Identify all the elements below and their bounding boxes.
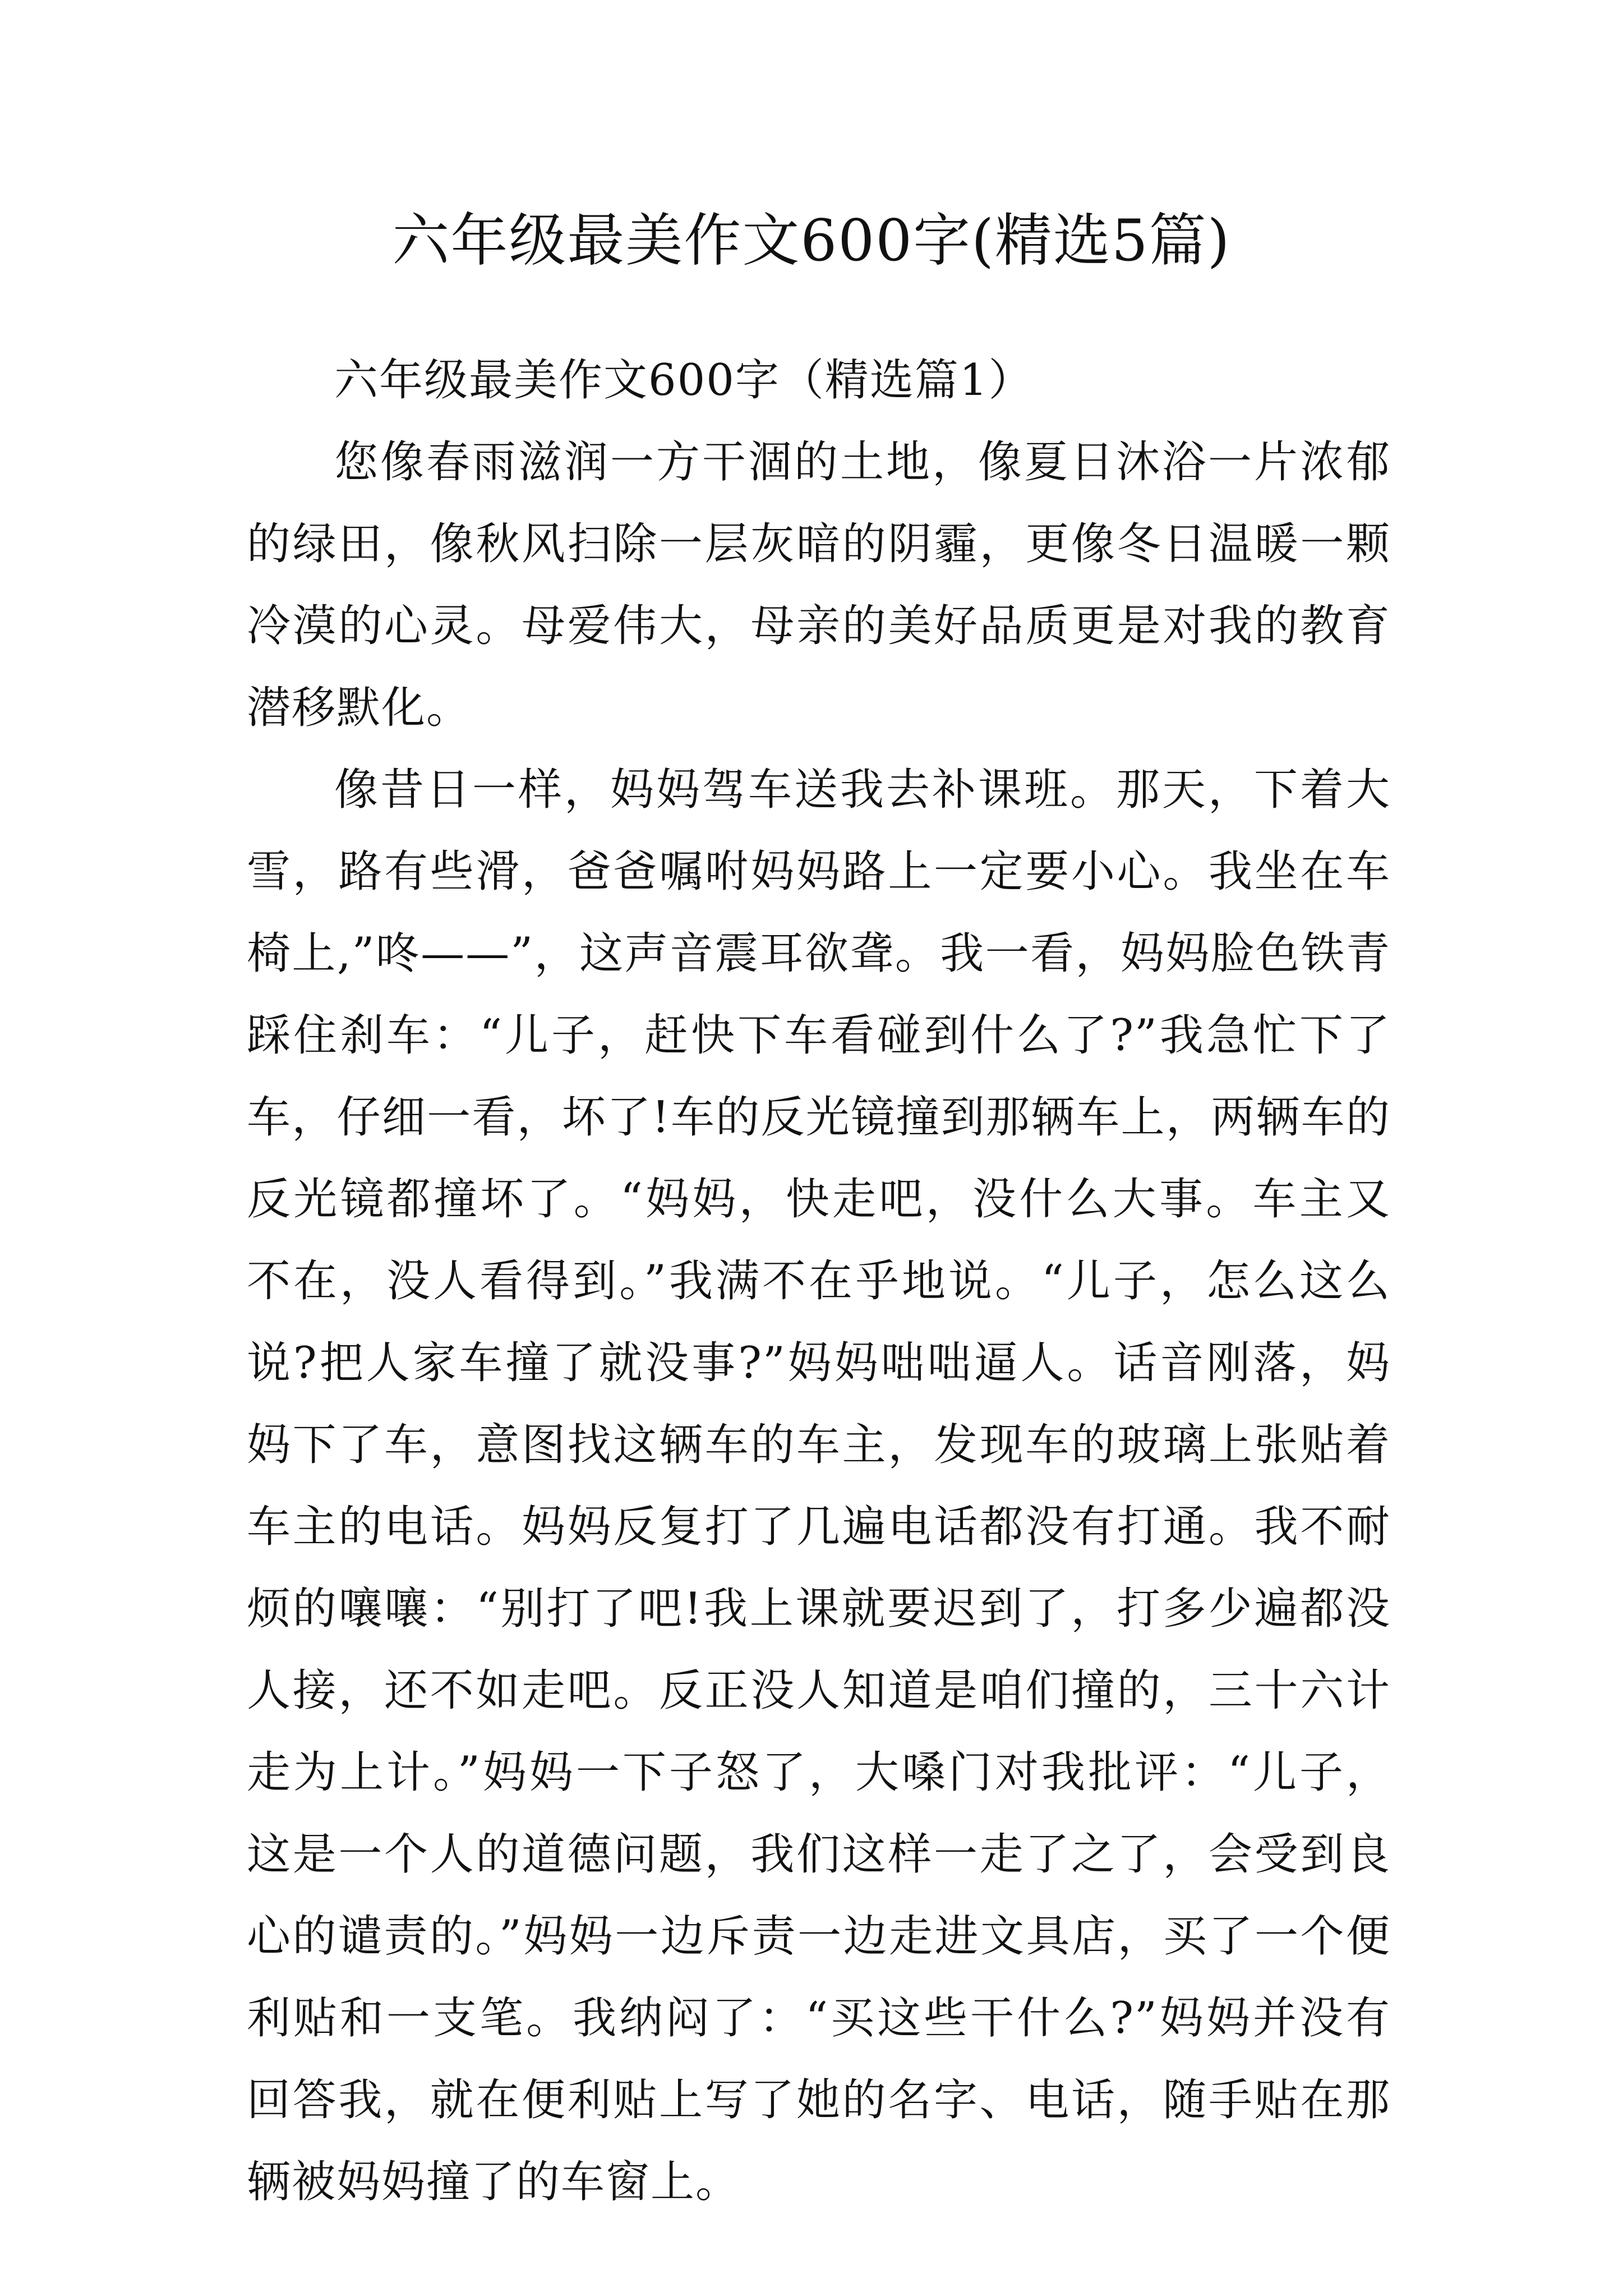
paragraph-1: 您像春雨滋润一方干涸的土地，像夏日沐浴一片浓郁的绿田，像秋风扫除一层灰暗的阴霾，更像冬日温暖一颗冷漠的心灵。母爱伟大，母亲的美好品质更是对我的教育潜移默化。: [247, 437, 1391, 733]
paragraph-2: 像昔日一样，妈妈驾车送我去补课班。那天，下着大雪，路有些滑，爸爸嘱咐妈妈路上一定要小心。我坐在车椅上,”咚——”，这声音震耳欲聋。我一看，妈妈脸色铁青踩住刹车：“儿子，赶快下车看碰到什么了?”我急忙下了车，仔细一看，坏了!车的反光镜撞到那辆车上，两辆车的反光镜都撞坏了。“妈妈，快走吧，没什么大事。车主又不在，没人看得到。”我满不在乎地说。“儿子，怎么这么说?把人家车撞了就没事?”妈妈咄咄逼人。话音刚落，妈妈下了车，意图找这辆车的车主，发现车的玻璃上张贴着车主的电话。妈妈反复打了几遍电话都没有打通。我不耐烦的嚷嚷：“别打了吧!我上课就要迟到了，打多少遍都没人接，还不如走吧。反正没人知道是咱们撞的，三十六计走为上计。”妈妈一下子怒了，大嗓门对我批评：“儿子，这是一个人的道德问题，我们这样一走了之了，会受到良心的谴责的。”妈妈一边斥责一边走进文具店，买了一个便利贴和一支笔。我纳闷了：“买这些干什么?”妈妈并没有回答我，就在便利贴上写了她的名字、电话，随手贴在那辆被妈妈撞了的车窗上。: [247, 765, 1391, 2207]
section-heading: 六年级最美作文600字（精选篇1）: [334, 355, 1034, 406]
document-body: [247, 339, 1391, 2223]
document-title: 六年级最美作文600字(精选5篇): [392, 208, 1231, 274]
